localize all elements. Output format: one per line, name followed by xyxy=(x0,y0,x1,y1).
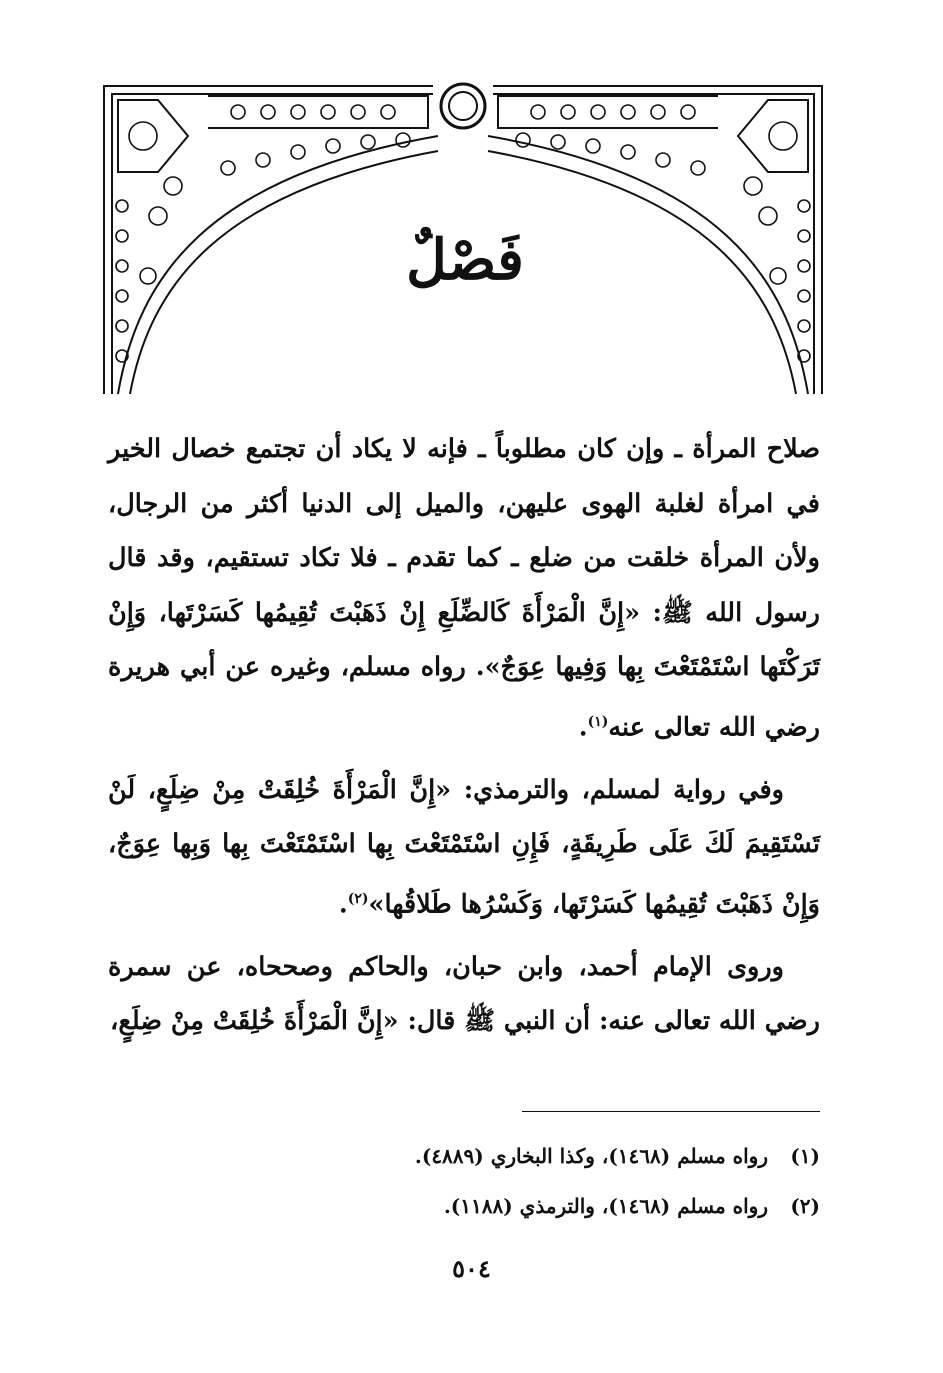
chapter-title: فَصْلٌ xyxy=(406,227,524,293)
footnote-2 xyxy=(108,1181,820,1231)
paragraph-2 xyxy=(108,763,820,932)
footnote-1-number: (١) xyxy=(790,1144,820,1168)
footnotes xyxy=(108,1131,820,1231)
footnote-ref-2[interactable]: (٢) xyxy=(347,890,369,907)
footnote-ref-1[interactable]: (١) xyxy=(587,713,609,730)
footnote-1-text: رواه مسلم (١٤٦٨)، وكذا البخاري (٤٨٨٩). xyxy=(414,1144,768,1168)
footnote-1 xyxy=(108,1131,820,1181)
paragraph-2-end: . xyxy=(338,889,348,919)
paragraph-3 xyxy=(108,940,820,1049)
page-number: ٥٠٤ xyxy=(452,1254,491,1283)
paragraph-2-text: وفي رواية لمسلم، والترمذي: «إِنَّ الْمَرْأَةَ خُلِقَتْ مِنْ ضِلَعٍ، لَنْ تَسْتَقِيمَ لَكَ عَلَى طَرِيقَةٍ، فَإِنِ اسْتَمْتَعْتَ بِها اسْتَمْتَعْتَ بِها وَبِها عِوَجٌ، وَإِنْ ذَهَبْتَ تُقِيمُها كَسَرْتَها، وَكَسْرُها طَلاقُها» xyxy=(108,774,820,919)
footnote-2-text: رواه مسلم (١٤٦٨)، والترمذي (١١٨٨). xyxy=(443,1194,768,1218)
paragraph-1 xyxy=(108,422,820,755)
footnote-divider xyxy=(522,1111,820,1112)
main-text xyxy=(108,422,820,1057)
paragraph-1-end: . xyxy=(578,712,588,742)
paragraph-1-text: صلاح المرأة ـ وإن كان مطلوباً ـ فإنه لا يكاد أن تجتمع خصال الخير في امرأة لغلبة الهوى عليهن، والميل إلى الدنيا أكثر من الرجال، ولأن المرأة خلقت من ضلع ـ كما تقدم ـ فلا تكاد تستقيم، وقد قال رسول الله ﷺ: «إِنَّ الْمَرْأَةَ كَالضِّلَعِ إِنْ ذَهَبْتَ تُقِيمُها كَسَرْتَها، وَإِنْ تَرَكْتَها اسْتَمْتَعْتَ بِها وَفِيها عِوَجٌ». رواه مسلم، وغيره عن أبي هريرة رضي الله تعالى عنه xyxy=(108,434,820,742)
footnote-2-number: (٢) xyxy=(790,1194,820,1218)
paragraph-3-text: وروى الإمام أحمد، وابن حبان، والحاكم وصححاه، عن سمرة رضي الله تعالى عنه: أن النبي ﷺ قال: «إِنَّ الْمَرْأَةَ خُلِقَتْ مِنْ ضِلَعٍ، xyxy=(108,951,820,1036)
